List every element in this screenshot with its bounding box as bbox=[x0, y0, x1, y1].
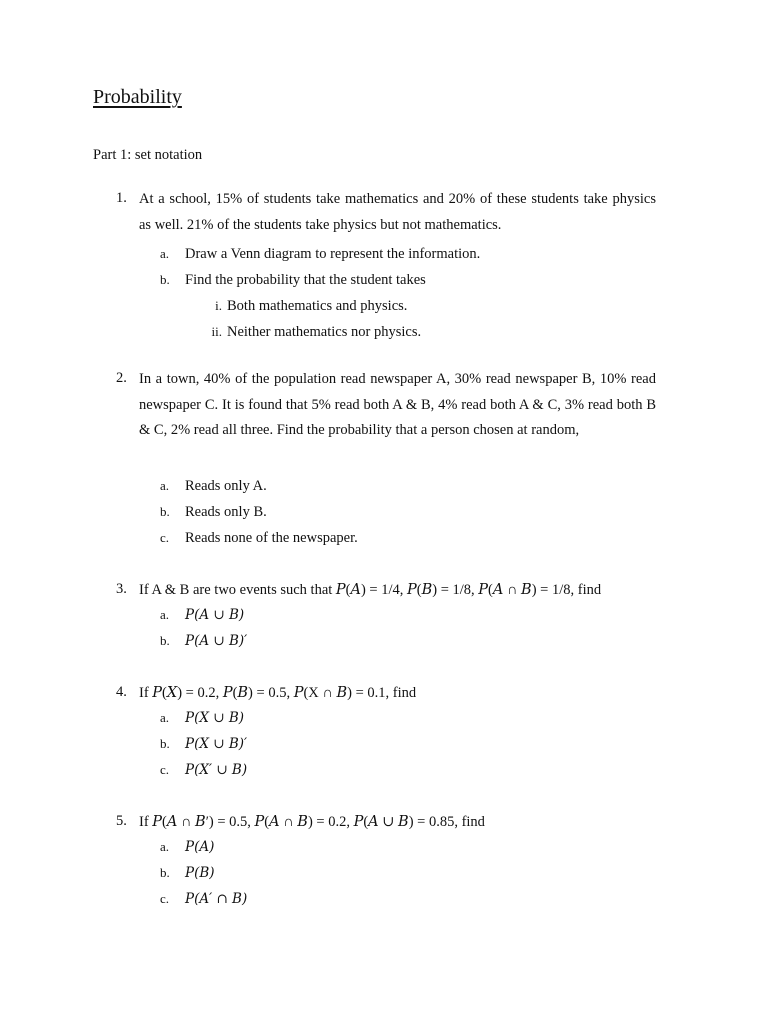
part-text: Draw a Venn diagram to represent the information. bbox=[185, 246, 481, 262]
subpart-label: ii. bbox=[211, 324, 222, 339]
part-label: a. bbox=[160, 246, 170, 261]
question-text: If A & B are two events such that 𝑃(𝐴) = 1/4, 𝑃(𝐵) = 1/8, 𝑃(𝐴 ∩ 𝐵) = 1/8, find bbox=[139, 582, 602, 598]
question-text: If 𝑃(𝐴 ∩ 𝐵′) = 0.5, 𝑃(𝐴 ∩ 𝐵) = 0.2, 𝑃(𝐴 ∪ 𝐵) = 0.85, find bbox=[139, 814, 485, 830]
part-label: b. bbox=[160, 633, 170, 648]
question-number: 3. bbox=[116, 581, 127, 597]
question-1-part-b-i bbox=[202, 298, 407, 315]
part-text: Reads only A. bbox=[185, 478, 267, 494]
part-text: Reads only B. bbox=[185, 504, 267, 520]
question-1-part-b bbox=[160, 272, 426, 289]
part-label: b. bbox=[160, 272, 170, 287]
question-text: In a town, 40% of the population read newspaper A, 30% read newspaper B, 10% read newspaper C. It is found that 5% read both A & B, 4% read both A & C, 3% read both B & C, 2% read all three. Find the probability that a person chosen at random, bbox=[139, 371, 656, 439]
question-3 bbox=[116, 578, 716, 604]
part-label: a. bbox=[160, 607, 170, 622]
subpart-label: i. bbox=[215, 298, 222, 313]
part-label: c. bbox=[160, 891, 170, 906]
part-expression: 𝑃(𝑋′ ∪ 𝐵) bbox=[185, 762, 248, 778]
question-text: At a school, 15% of students take mathematics and 20% of these students take physics as well. 21% of the students take physics but not mathematics. bbox=[139, 191, 656, 233]
question-4-part-a bbox=[160, 710, 244, 727]
part-text: Find the probability that the student takes bbox=[185, 272, 426, 288]
part-label: c. bbox=[160, 530, 170, 545]
question-2 bbox=[116, 367, 656, 444]
question-4 bbox=[116, 681, 656, 707]
question-5-part-c bbox=[160, 891, 247, 908]
question-number: 1. bbox=[116, 190, 127, 206]
question-5 bbox=[116, 810, 656, 836]
question-number: 5. bbox=[116, 813, 127, 829]
section-heading: Part 1: set notation bbox=[93, 147, 203, 163]
subpart-text: Neither mathematics nor physics. bbox=[227, 324, 422, 340]
question-text: If 𝑃(𝑋) = 0.2, 𝑃(𝐵) = 0.5, 𝑃(X ∩ 𝐵) = 0.1, find bbox=[139, 685, 417, 701]
page-title: Probability bbox=[93, 86, 182, 108]
question-number: 4. bbox=[116, 684, 127, 700]
question-1-part-a bbox=[160, 246, 480, 263]
subpart-text: Both mathematics and physics. bbox=[227, 298, 408, 314]
part-expression: 𝑃(𝐴 ∪ 𝐵)′ bbox=[185, 633, 248, 649]
part-expression: 𝑃(𝑋 ∪ 𝐵) bbox=[185, 710, 245, 726]
part-expression: 𝑃(𝐴) bbox=[185, 839, 215, 855]
part-text: Reads none of the newspaper. bbox=[185, 530, 358, 546]
question-1 bbox=[116, 187, 656, 238]
question-1-part-b-ii bbox=[202, 324, 421, 341]
question-4-part-b bbox=[160, 736, 247, 753]
part-expression: 𝑃(𝐴 ∪ 𝐵) bbox=[185, 607, 245, 623]
part-label: a. bbox=[160, 710, 170, 725]
part-expression: 𝑃(𝑋 ∪ 𝐵)′ bbox=[185, 736, 248, 752]
question-number: 2. bbox=[116, 370, 127, 386]
part-label: c. bbox=[160, 762, 170, 777]
part-label: b. bbox=[160, 865, 170, 880]
part-label: a. bbox=[160, 839, 170, 854]
part-expression: 𝑃(𝐵) bbox=[185, 865, 215, 881]
part-label: b. bbox=[160, 736, 170, 751]
part-label: a. bbox=[160, 478, 170, 493]
question-3-part-a bbox=[160, 607, 244, 624]
question-2-part-b bbox=[160, 504, 267, 521]
question-4-part-c bbox=[160, 762, 247, 779]
question-3-part-b bbox=[160, 633, 247, 650]
part-label: b. bbox=[160, 504, 170, 519]
question-5-part-a bbox=[160, 839, 214, 856]
part-expression: 𝑃(𝐴′ ∩ 𝐵) bbox=[185, 891, 248, 907]
question-2-part-c bbox=[160, 530, 358, 547]
question-5-part-b bbox=[160, 865, 215, 882]
question-2-part-a bbox=[160, 478, 267, 495]
